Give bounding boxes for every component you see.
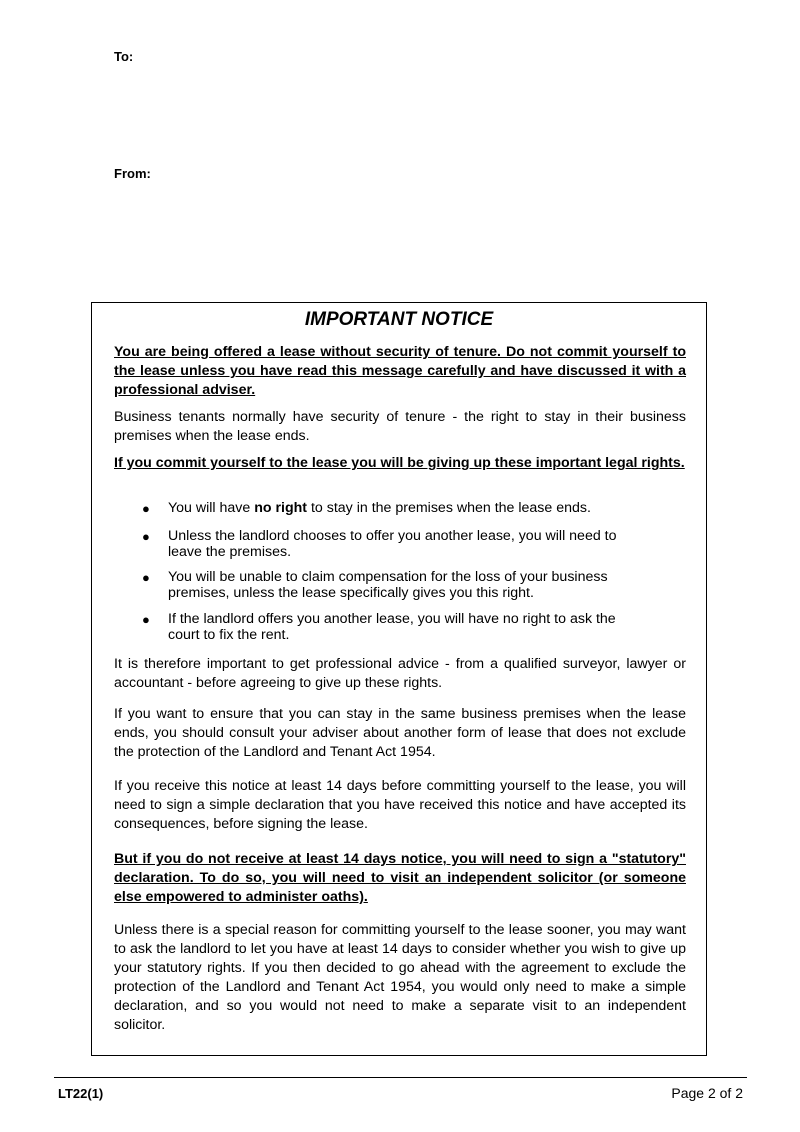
bullet-item [142,501,637,517]
bullet-text: If the landlord offers you another lease, you will have no right to ask the court to fix the rent. [168,611,616,643]
special-reason-paragraph: Unless there is a special reason for committing yourself to the lease sooner, you may want to ask the landlord to let you have at least 14 days to consider whether you wish to give up your statutory rights. If you then decided to go ahead with the agreement to exclude the protection of the Landlord and Tenant Act 1954, you would only need to make a simple declaration, and so you would not need to make a separate visit to an independent solicitor. [114,922,686,1033]
form-code: LT22(1) [58,1086,104,1101]
bullet-icon: ● [142,501,150,516]
giving-up-rights-heading: If you commit yourself to the lease you will be giving up these important legal rights. [114,455,685,471]
to-label: To: [114,49,134,64]
from-label: From: [114,166,151,181]
statutory-declaration-warning: But if you do not receive at least 14 days notice, you will need to sign a "statutory" declaration. To do so, you will need to visit an independent solicitor (or someone else empowered to administer oaths). [114,851,686,905]
stay-in-premises-paragraph: If you want to ensure that you can stay in the same business premises when the lease ends, you should consult your adviser about another form of lease that does not exclude the protection of the Landlord and Tenant Act 1954. [114,706,686,760]
bullet-icon: ● [142,570,150,585]
bullet-item [142,612,637,643]
important-notice-box [91,302,707,1056]
warning-intro: You are being offered a lease without security of tenure. Do not commit yourself to the lease unless you have read this message carefully and have discussed it with a professional adviser. [114,344,686,398]
footer-divider [54,1077,747,1078]
bullet-text: You will be unable to claim compensation for the loss of your business premises, unless the lease specifically gives you this right. [168,569,608,601]
bullet-item [142,570,637,601]
bullet-text: Unless the landlord chooses to offer you another lease, you will need to leave the premises. [168,528,617,560]
bullet-icon: ● [142,612,150,627]
security-of-tenure-paragraph: Business tenants normally have security of tenure - the right to stay in their business premises when the lease ends. [114,409,686,444]
bullet-item [142,529,637,560]
fourteen-days-paragraph: If you receive this notice at least 14 days before committing yourself to the lease, you will need to sign a simple declaration that you have received this notice and have accepted its consequences, before signing the lease. [114,778,686,832]
page-number: Page 2 of 2 [671,1085,743,1101]
notice-title: IMPORTANT NOTICE [304,309,494,330]
bullet-icon: ● [142,529,150,544]
professional-advice-paragraph: It is therefore important to get professional advice - from a qualified surveyor, lawyer or accountant - before agreeing to give up these rights. [114,656,686,691]
bullet-text: You will have no right to stay in the premises when the lease ends. [168,500,591,516]
